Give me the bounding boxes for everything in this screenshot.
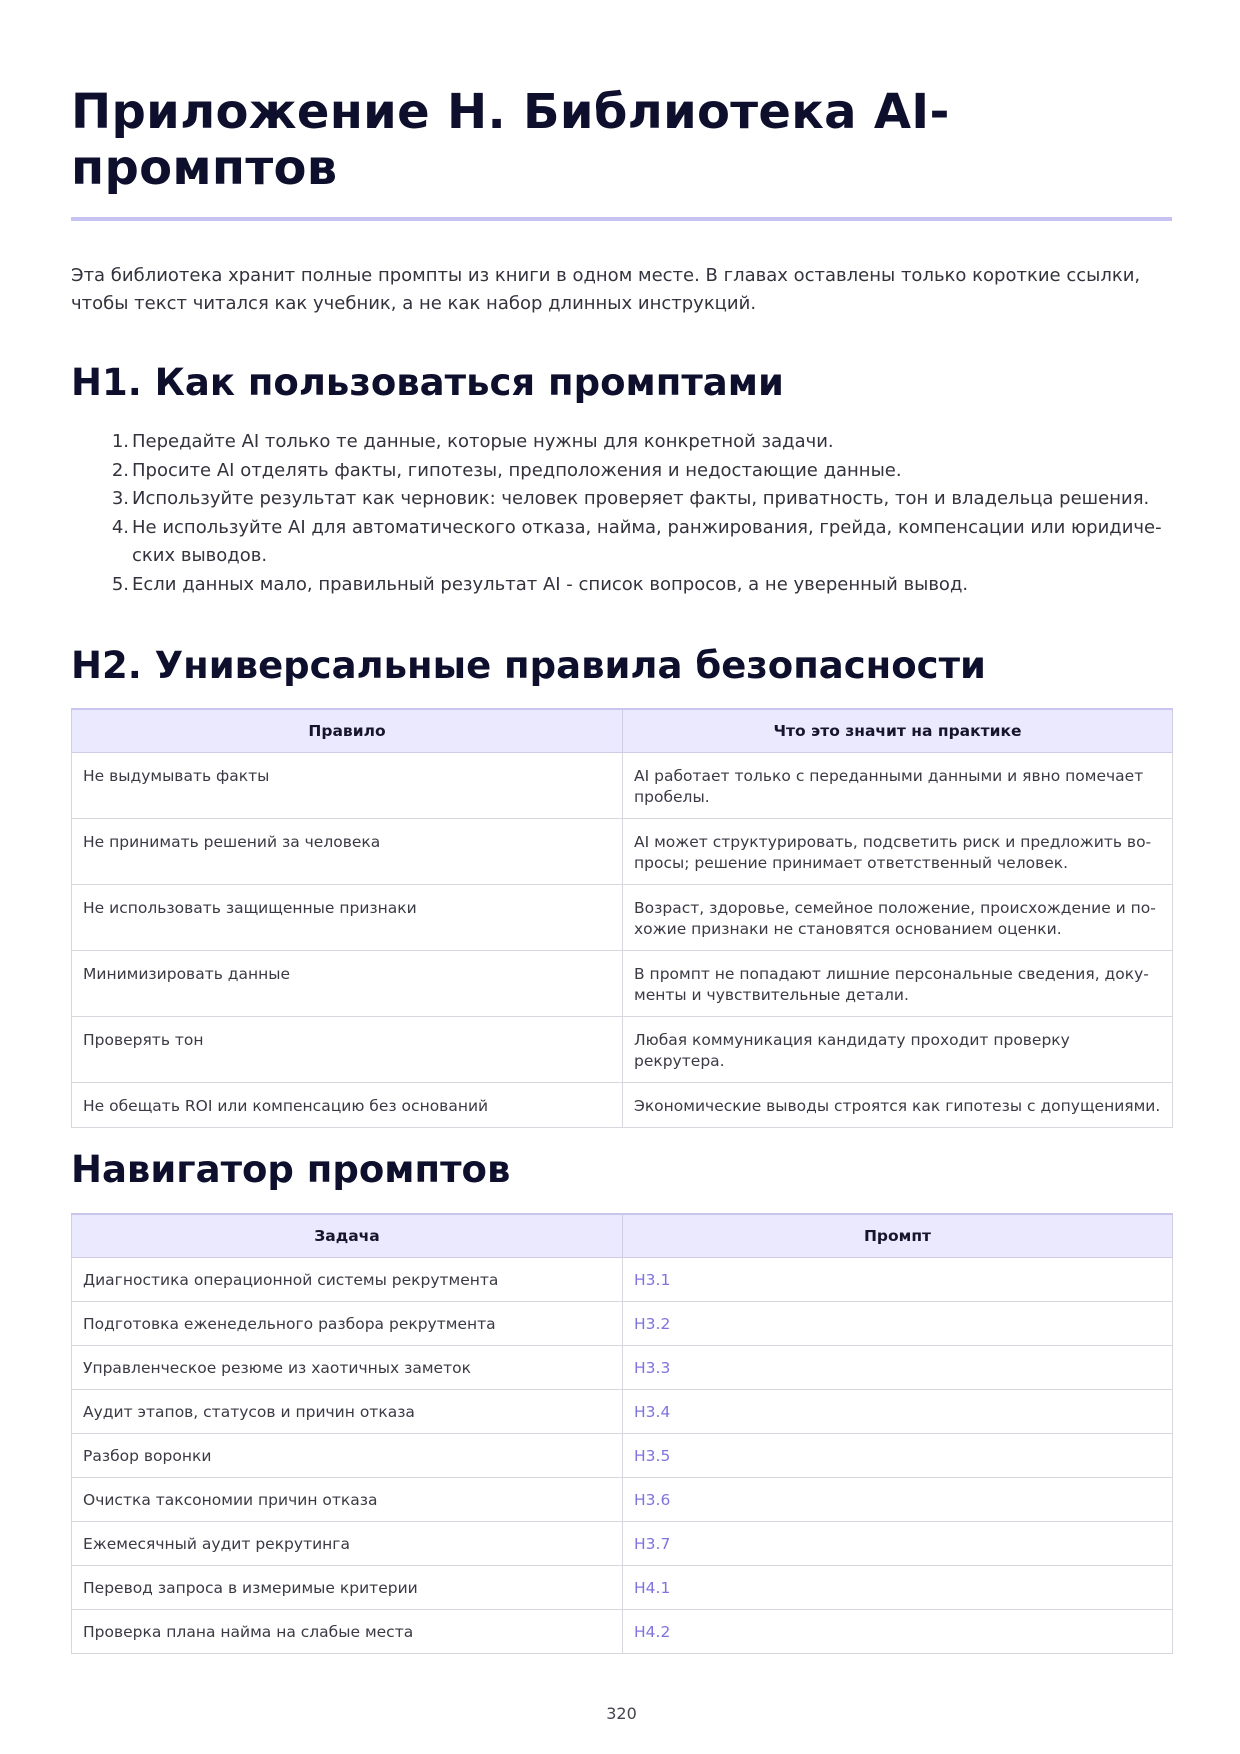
safety-rules-table: [71, 708, 1173, 1128]
page-title: [71, 84, 1172, 196]
list-item-number: 2.: [111, 459, 129, 481]
table-row: [72, 1301, 1173, 1345]
rule-cell: Проверять тон: [72, 1016, 623, 1082]
table-row: [72, 1521, 1173, 1565]
list-item: [71, 514, 1172, 571]
table-row: [72, 1016, 1173, 1082]
meaning-cell: Любая коммуникация кандидату проходит проверку рекрутера.: [623, 1016, 1173, 1082]
prompt-link[interactable]: H4.1: [623, 1565, 1173, 1609]
usage-steps-list: [71, 428, 1172, 599]
list-item-text-continued: ских выводов.: [132, 545, 268, 566]
task-cell: Ежемесячный аудит рекрутинга: [72, 1521, 623, 1565]
table-row: [72, 1477, 1173, 1521]
document-page: [71, 0, 1172, 1754]
meaning-cell: [623, 950, 1173, 1016]
title-divider: [71, 217, 1172, 221]
rule-cell: Не использовать защищенные признаки: [72, 884, 623, 950]
table-row: [72, 818, 1173, 884]
list-item: [71, 457, 1172, 486]
rule-cell: Не обещать ROI или компенсацию без оснований: [72, 1082, 623, 1127]
table-row: [72, 1082, 1173, 1127]
prompt-link[interactable]: H3.4: [623, 1389, 1173, 1433]
page-title-line-2: промптов: [71, 140, 338, 196]
meaning-line: AI работает только с переданными данными и явно помечает: [634, 766, 1144, 785]
prompt-link[interactable]: H3.6: [623, 1477, 1173, 1521]
prompt-link[interactable]: H3.5: [623, 1433, 1173, 1477]
list-item: [71, 485, 1172, 514]
list-item-text: Просите AI отделять факты, гипотезы, предположения и недостающие данные.: [132, 459, 902, 481]
table-header-row: [72, 1214, 1173, 1257]
intro-line-1: Эта библиотека хранит полные промпты из книги в одном месте. В главах оставлены только короткие ссылки,: [71, 265, 1141, 286]
task-cell: Проверка плана найма на слабые места: [72, 1609, 623, 1653]
table-row: [72, 950, 1173, 1016]
list-item-number: 3.: [111, 488, 129, 509]
task-cell: Диагностика операционной системы рекрутмента: [72, 1257, 623, 1301]
prompt-link[interactable]: H3.7: [623, 1521, 1173, 1565]
task-cell: Очистка таксономии причин отказа: [72, 1477, 623, 1521]
rule-cell: Не выдумывать факты: [72, 752, 623, 818]
rule-cell: Не принимать решений за человека: [72, 818, 623, 884]
table-row: [72, 1345, 1173, 1389]
task-cell: Аудит этапов, статусов и причин отказа: [72, 1389, 623, 1433]
section-heading-h2: H2. Универсальные правила безопасности: [71, 644, 986, 687]
table-row: [72, 1565, 1173, 1609]
table-row: [72, 1389, 1173, 1433]
list-item-text: Не используйте AI для автоматического отказа, найма, ранжирования, грейда, компенсации или юридиче-: [132, 516, 1162, 538]
intro-line-2: чтобы текст читался как учебник, а не как набор длинных инструкций.: [71, 293, 757, 314]
list-item-number: 1.: [111, 431, 129, 452]
list-item-text: Передайте AI только те данные, которые нужны для конкретной задачи.: [132, 431, 834, 452]
meaning-cell: [623, 752, 1173, 818]
table-row: [72, 752, 1173, 818]
meaning-line: хожие признаки не становятся основанием оценки.: [634, 919, 1062, 938]
column-header-rule: Правило: [72, 709, 623, 752]
page-number: 320: [606, 1704, 637, 1723]
prompt-link[interactable]: H3.2: [623, 1301, 1173, 1345]
page-title-line-1: Приложение H. Библиотека AI-: [71, 84, 950, 140]
list-item-number: 4.: [111, 516, 129, 538]
section-heading-h1: H1. Как пользоваться промптами: [71, 361, 784, 404]
meaning-line: В промпт не попадают лишние персональные сведения, доку-: [634, 964, 1149, 983]
meaning-line: просы; решение принимает ответственный человек.: [634, 853, 1069, 872]
section-heading-navigator: Навигатор промптов: [71, 1148, 511, 1191]
meaning-cell: Экономические выводы строятся как гипотезы с допущениями.: [623, 1082, 1173, 1127]
prompt-link[interactable]: H3.3: [623, 1345, 1173, 1389]
meaning-cell: [623, 818, 1173, 884]
list-item: [71, 428, 1172, 457]
list-item-number: 5.: [111, 573, 129, 595]
list-item: [71, 571, 1172, 600]
prompt-link[interactable]: H3.1: [623, 1257, 1173, 1301]
meaning-line: Возраст, здоровье, семейное положение, происхождение и по-: [634, 898, 1156, 917]
table-row: [72, 884, 1173, 950]
prompt-link[interactable]: H4.2: [623, 1609, 1173, 1653]
table-row: [72, 1433, 1173, 1477]
meaning-cell: [623, 884, 1173, 950]
task-cell: Перевод запроса в измеримые критерии: [72, 1565, 623, 1609]
task-cell: Разбор воронки: [72, 1433, 623, 1477]
meaning-line: AI может структурировать, подсветить риск и предложить во-: [634, 832, 1152, 851]
task-cell: Подготовка еженедельного разбора рекрутмента: [72, 1301, 623, 1345]
intro-paragraph: [71, 262, 1172, 318]
table-row: [72, 1609, 1173, 1653]
list-item-text: Если данных мало, правильный результат AI - список вопросов, а не уверенный вывод.: [132, 573, 969, 595]
meaning-line: менты и чувствительные детали.: [634, 985, 909, 1004]
column-header-prompt: Промпт: [623, 1214, 1173, 1257]
task-cell: Управленческое резюме из хаотичных заметок: [72, 1345, 623, 1389]
list-item-text: Используйте результат как черновик: человек проверяет факты, приватность, тон и владельца решения.: [132, 488, 1150, 509]
column-header-task: Задача: [72, 1214, 623, 1257]
table-header-row: [72, 709, 1173, 752]
prompt-navigator-table: [71, 1213, 1173, 1654]
table-row: [72, 1257, 1173, 1301]
meaning-line: пробелы.: [634, 787, 710, 806]
rule-cell: Минимизировать данные: [72, 950, 623, 1016]
column-header-meaning: Что это значит на практике: [623, 709, 1173, 752]
